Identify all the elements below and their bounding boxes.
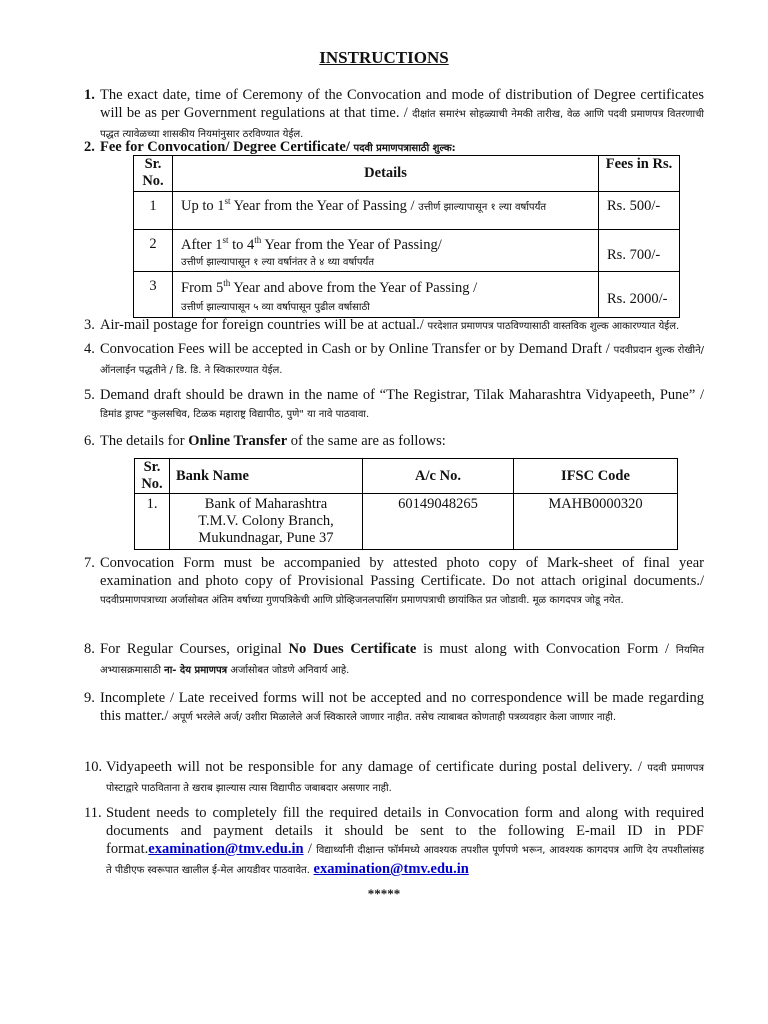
instruction-10 [84,758,704,798]
instruction-3 [84,316,704,336]
item-number: 6. [84,433,95,449]
bank-name-line-2: T.M.V. Colony Branch, [198,513,334,529]
row-sr: 2 [134,230,173,272]
fees-table-header [134,156,680,192]
col-bank-name-header: Bank Name [170,459,363,494]
item-number: 5. [84,387,95,403]
row-sr: 3 [134,271,173,317]
instruction-english: Fee for Convocation/ Degree Certificate/ [100,139,350,155]
instruction-marathi: डिमांड ड्राफ्ट "कुलसचिव, टिळक महाराष्ट्र विद्यापीठ, पुणे" या नावे पाठवावा. [100,409,370,420]
row-account-number: 60149048265 [363,494,514,550]
instruction-text [106,758,704,798]
item-number: 8. [84,641,95,657]
instruction-english-a: For Regular Courses, original [100,641,289,657]
instruction-english: The exact date, time of Ceremony of the Convocation and mode of distribution of Degree certificates will be as per Government regulations at that time. / [100,87,704,121]
col-account-header: A/c No. [363,459,514,494]
row-ifsc-code: MAHB0000320 [514,494,678,550]
row-fee: Rs. 500/- [599,192,680,230]
instruction-1 [84,86,704,144]
row-details [173,271,599,317]
instruction-english: Convocation Form must be accompanied by attested photo copy of Mark-sheet of final year examination and photo copy of Provisional Passing Certificate. Do not attach original documents./ [100,555,704,589]
instruction-english: Vidyapeeth will not be responsible for any damage of certificate during postal delivery. / [106,759,642,775]
separator: / [303,841,312,857]
row-details-en-a: After 1 [181,236,223,253]
instruction-english: Convocation Fees will be accepted in Cash or by Online Transfer or by Demand Draft / [100,341,610,357]
row-details-sup2: th [254,235,262,245]
row-details-en-b: Year from the Year of Passing / [230,197,415,214]
instruction-marathi: दीक्षांत समारंभ सोहळ्याची नेमकी तारीख, वेळ आणि पदवी प्रमाणपत्र वितरणाची पद्धत त्यावेळच्या शासकीय नियमांनुसार ठरविण्यात येईल. [100,109,705,140]
instruction-english: Air-mail postage for foreign countries will be at actual./ [100,317,424,333]
instruction-english-b: of the same are as follows: [287,433,446,449]
instruction-text [100,316,704,336]
row-details-mr: उत्तीर्ण झाल्यापासून १ ल्या वर्षापर्यंत [418,201,547,213]
instruction-5 [84,386,704,424]
instruction-marathi-a: नियमित अभ्यासक्रमासाठी [100,645,705,676]
instruction-marathi: पदवीप्रदान शुल्क रोखीने/ ऑनलाईन पद्धतीने / डि. डि. ने स्विकारण्यात येईल. [100,345,705,376]
row-details-mr: उत्तीर्ण झाल्यापासून १ ल्या वर्षानंतर ते ४ थ्या वर्षापर्यंत [181,256,375,268]
item-number: 7. [84,555,95,571]
item-number: 4. [84,341,95,357]
instruction-text [100,86,704,144]
row-fee: Rs. 2000/- [599,271,680,317]
end-marker: ***** [367,886,401,901]
instruction-text [100,689,704,727]
row-sr: 1. [135,494,170,550]
fees-table [133,155,680,318]
item-number: 1. [84,87,95,103]
item-number: 11. [84,805,102,821]
item-number: 10. [84,759,103,775]
row-details-en-a: From 5 [181,279,224,296]
instruction-marathi: परदेशात प्रमाणपत्र पाठविण्यासाठी वास्तविक शुल्क आकारण्यात येईल. [427,321,680,332]
instruction-marathi: विद्यार्थ्यांनी दीक्षान्त फॉर्ममध्ये आवश्यक तपशील पूर्णपणे भरून, आवश्यक कागदपत्र आणि देय तपशीलांसह ते पीडीएफ स्वरूपात खालील ई-मेल आयडीवर पाठवावेत. [106,845,705,876]
item-number: 3. [84,317,95,333]
instruction-english: Student needs to completely fill the required details in Convocation form and along with required documents and payment details it should be sent to the following E-mail ID in PDF format. [106,805,704,857]
instruction-4 [84,340,704,380]
instruction-text [100,340,704,380]
item-number: 9. [84,690,95,706]
row-details [173,192,599,230]
fees-row-1 [134,192,680,230]
bank-row-1 [135,494,678,550]
instruction-11 [84,804,704,880]
col-details-header: Details [173,156,599,192]
row-fee: Rs. 700/- [599,230,680,272]
instruction-7 [84,554,704,610]
instruction-marathi: पदवीप्रमाणपत्राच्या अर्जासोबत अंतिम वर्षाच्या गुणपत्रिकेची आणि प्रोव्हिजनलपासिंग प्रमाणपत्राची छायांकित प्रत जोडावी. मूळ कागदपत्र जोडू नयेत. [100,595,624,606]
row-details-en-a: Up to 1 [181,197,225,214]
col-fees-header: Fees in Rs. [599,156,680,192]
instruction-marathi-b: अर्जासोबत जोडणे अनिवार्य आहे. [227,665,350,676]
page-title: INSTRUCTIONS [319,48,449,67]
instruction-8 [84,640,704,680]
instruction-6 [84,432,704,450]
row-details-en-d: Year from the Year of Passing/ [261,236,442,253]
instruction-text [100,432,704,450]
row-sr: 1 [134,192,173,230]
row-details-sup: st [224,196,231,206]
row-details-sup: st [222,235,229,245]
email-link[interactable]: examination@tmv.edu.in [148,841,304,857]
email-link-2[interactable]: examination@tmv.edu.in [313,861,469,877]
fees-row-3 [134,271,680,317]
item-number: 2. [84,139,95,155]
instruction-marathi: अपूर्ण भरलेले अर्ज/ उशीरा मिळालेले अर्ज स्विकारले जाणार नाहीत. तसेच त्याबाबत कोणताही पत्रव्यवहार केला जाणार नाही. [172,712,617,723]
instruction-english-a: The details for [100,433,189,449]
row-details-en-b: Year and above from the Year of Passing / [230,279,478,296]
row-details-en-b: to 4 [228,236,255,253]
instruction-bold: Online Transfer [188,433,288,449]
instruction-marathi: पदवी प्रमाणपत्र पोस्टाद्वारे पाठविताना ते खराब झाल्यास त्यास विद्यापीठ जबाबदार असणार नाही. [106,763,704,794]
row-details [173,230,599,272]
instruction-text [100,554,704,610]
row-details-sup: th [223,277,231,288]
col-sr-header: Sr. No. [135,459,170,494]
instruction-english-b: is must along with Convocation Form / [416,641,670,657]
fees-row-2 [134,230,680,272]
bank-table-header [135,459,678,494]
instruction-marathi: पदवी प्रमाणपत्रासाठी शुल्क: [353,143,456,154]
instruction-text [106,804,704,880]
instruction-english: Demand draft should be drawn in the name of “The Registrar, Tilak Maharashtra Vidyapeeth, Pune” / [100,387,704,403]
bank-name-line-1: Bank of Maharashtra [204,496,328,512]
instruction-english: Incomplete / Late received forms will not be accepted and no correspondence will be made regarding this matter./ [100,690,704,724]
bank-details-table [134,458,678,550]
col-sr-header: Sr. No. [134,156,173,192]
instruction-text [100,386,704,424]
instruction-bold: No Dues Certificate [288,641,417,657]
row-bank-name [170,494,363,550]
bank-name-line-3: Mukundnagar, Pune 37 [198,530,334,546]
row-details-mr: उत्तीर्ण झाल्यापासून ५ व्या वर्षापासून पुढील वर्षासाठी [181,301,370,313]
col-ifsc-header: IFSC Code [514,459,678,494]
instruction-marathi-bold: ना- देय प्रमाणपत्र [164,665,228,676]
instruction-9 [84,689,704,727]
instruction-text [100,640,704,680]
